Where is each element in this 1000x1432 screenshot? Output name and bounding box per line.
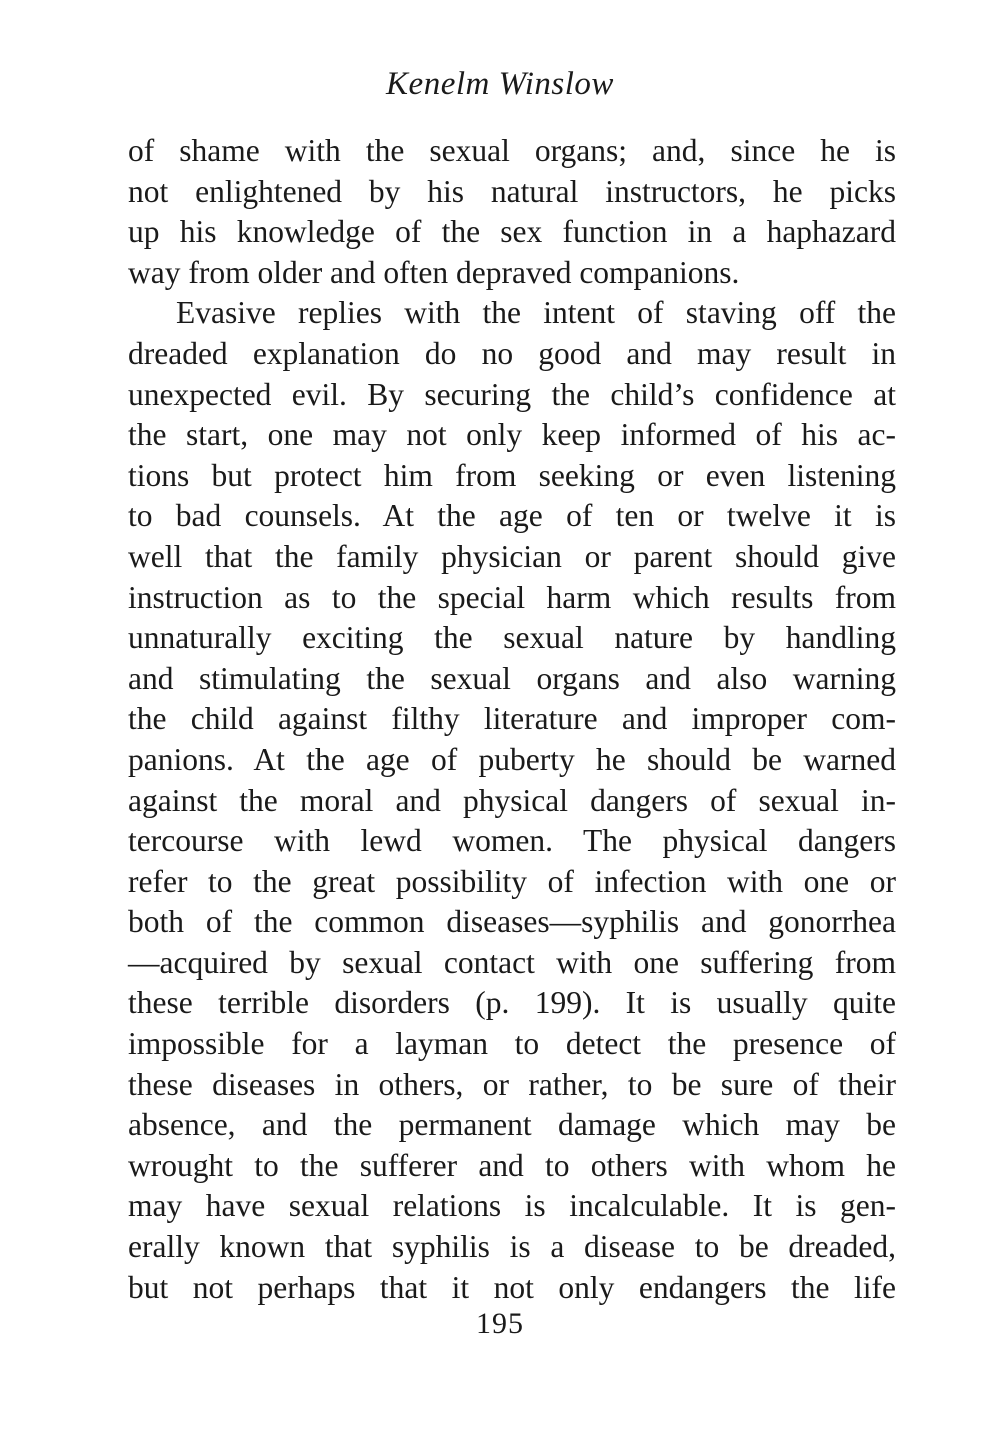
text-line: these terrible disorders (p. 199). It is usually quite — [128, 985, 896, 1021]
text-line: up his knowledge of the sex function in a haphazard — [128, 214, 896, 250]
text-line: Evasive replies with the intent of staving off the — [176, 295, 896, 331]
text-line: the child against filthy literature and improper com- — [128, 701, 896, 737]
text-line: tions but protect him from seeking or even listening — [128, 457, 896, 493]
text-line: erally known that syphilis is a disease to be dreaded, — [128, 1229, 896, 1265]
text-line: unexpected evil. By securing the child’s confidence at — [128, 376, 896, 412]
text-line: instruction as to the special harm which results from — [128, 579, 896, 615]
text-line: dreaded explanation do no good and may result in — [128, 335, 896, 371]
text-line: absence, and the permanent damage which may be — [128, 1107, 896, 1143]
text-line: the start, one may not only keep informed of his ac- — [128, 417, 896, 453]
text-line: wrought to the sufferer and to others with whom he — [128, 1147, 896, 1183]
text-line: not enlightened by his natural instructors, he picks — [128, 173, 896, 209]
text-line: may have sexual relations is incalculable. It is gen- — [128, 1188, 896, 1224]
running-head: Kenelm Winslow — [386, 66, 614, 102]
text-line: of shame with the sexual organs; and, since he is — [128, 133, 896, 168]
text-line: panions. At the age of puberty he should be warned — [128, 741, 896, 777]
text-line: and stimulating the sexual organs and also warning — [128, 660, 896, 696]
text-line: unnaturally exciting the sexual nature by handling — [128, 620, 896, 656]
text-line: well that the family physician or parent should give — [128, 538, 896, 574]
page-number: 195 — [476, 1307, 524, 1340]
text-line: these diseases in others, or rather, to be sure of their — [128, 1066, 896, 1102]
text-line: but not perhaps that it not only endangers the life — [128, 1269, 896, 1305]
text-line: tercourse with lewd women. The physical dangers — [128, 823, 896, 859]
text-line: against the moral and physical dangers of sexual in- — [128, 782, 896, 818]
text-line: to bad counsels. At the age of ten or twelve it is — [128, 498, 896, 534]
text-line: both of the common diseases—syphilis and gonorrhea — [128, 904, 896, 940]
text-line: refer to the great possibility of infection with one or — [128, 863, 896, 899]
text-line: —acquired by sexual contact with one suffering from — [128, 944, 896, 980]
text-line: way from older and often depraved companions. — [128, 254, 740, 290]
body-text — [128, 131, 896, 1308]
text-line: impossible for a layman to detect the presence of — [128, 1026, 896, 1062]
